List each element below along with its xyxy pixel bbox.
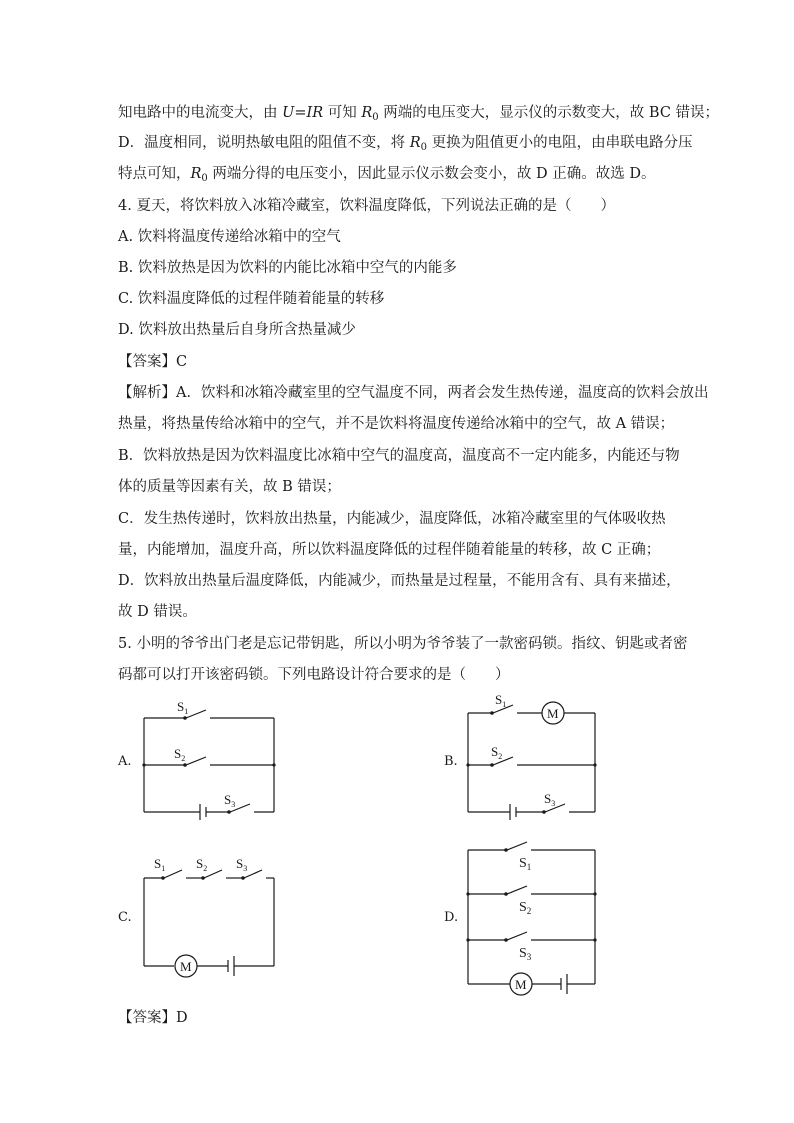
switch-label-s1: $S_1$: [519, 856, 532, 872]
switch-label-s1: $S_1$: [495, 692, 507, 709]
explanation-line: 量，内能增加，温度升高，所以饮料温度降低的过程伴随着能量的转移，故 C 正确；: [118, 542, 661, 558]
option-a: A. 饮料将温度传递给冰箱中的空气: [118, 229, 341, 245]
switch-label-s3: $S_3$: [519, 946, 532, 962]
option-d: D. 饮料放出热量后自身所含热量减少: [118, 322, 356, 338]
text-line: D．温度相同，说明热敏电阻的阻值不变，将 $R_0$ 更换为阻值更小的电阻，由串联电路分压: [118, 135, 693, 153]
answer: 【答案】D: [118, 1010, 188, 1026]
question-4-stem: 4. 夏天，将饮料放入冰箱冷藏室，饮料温度降低，下列说法正确的是（ ）: [118, 198, 615, 214]
switch-label-s1: $S_1$: [177, 699, 189, 716]
explanation-line: 体的质量等因素有关，故 B 错误；: [118, 479, 341, 495]
switch-label-s2: $S_2$: [519, 900, 532, 916]
motor-label: M: [515, 977, 527, 992]
switch-label-s2: $S_2$: [174, 746, 186, 763]
explanation-line: 热量，将热量传给冰箱中的空气，并不是饮料将温度传递给冰箱中的空气，故 A 错误；: [118, 416, 675, 432]
option-a-label: A.: [118, 754, 132, 769]
option-b-label: B.: [444, 754, 458, 769]
switch-label-s3: $S_3$: [236, 856, 248, 873]
option-c-label: C.: [118, 910, 132, 925]
text-line: 知电路中的电流变大，由 U=IR 可知 $R_0$ 两端的电压变大，显示仪的示数变大，故 BC 错误；: [118, 105, 720, 123]
circuit-diagram-d: [455, 840, 615, 1000]
switch-label-s2: $S_2$: [491, 744, 503, 761]
explanation-line: C．发生热传递时，饮料放出热量，内能减少，温度降低，冰箱冷藏室里的气体吸收热: [118, 511, 666, 527]
switch-label-s3: $S_3$: [224, 792, 236, 809]
explanation-line: 【解析】A．饮料和冰箱冷藏室里的空气温度不同，两者会发生热传递，温度高的饮料会放出: [118, 385, 709, 401]
switch-label-s2: $S_2$: [196, 856, 208, 873]
question-5-stem: 5. 小明的爷爷出门老是忘记带钥匙，所以小明为爷爷装了一款密码锁。指纹、钥匙或者密: [118, 636, 688, 652]
motor-label: M: [180, 959, 192, 974]
question-5-stem: 码都可以打开该密码锁。下列电路设计符合要求的是（ ）: [118, 667, 510, 683]
text-line: 特点可知，$R_0$ 两端分得的电压变小，因此显示仪示数会变小，故 D 正确。故选 D。: [118, 166, 656, 184]
option-d-label: D.: [444, 910, 459, 925]
option-c: C. 饮料温度降低的过程伴随着能量的转移: [118, 291, 385, 307]
option-b: B. 饮料放热是因为饮料的内能比冰箱中空气的内能多: [118, 260, 457, 276]
answer: 【答案】C: [118, 354, 188, 370]
switch-label-s1: $S_1$: [154, 856, 166, 873]
switch-label-s3: $S_3$: [544, 791, 556, 808]
motor-label: M: [547, 706, 559, 721]
explanation-line: D．饮料放出热量后温度降低，内能减少，而热量是过程量，不能用含有、具有来描述，: [118, 573, 681, 589]
explanation-line: B．饮料放热是因为饮料温度比冰箱中空气的温度高，温度高不一定内能多，内能还与物: [118, 448, 680, 464]
circuit-diagram-a: [130, 690, 290, 830]
circuit-diagram-b: [455, 690, 615, 830]
explanation-line: 故 D 错误。: [118, 604, 197, 620]
circuit-diagram-c: [130, 850, 290, 980]
